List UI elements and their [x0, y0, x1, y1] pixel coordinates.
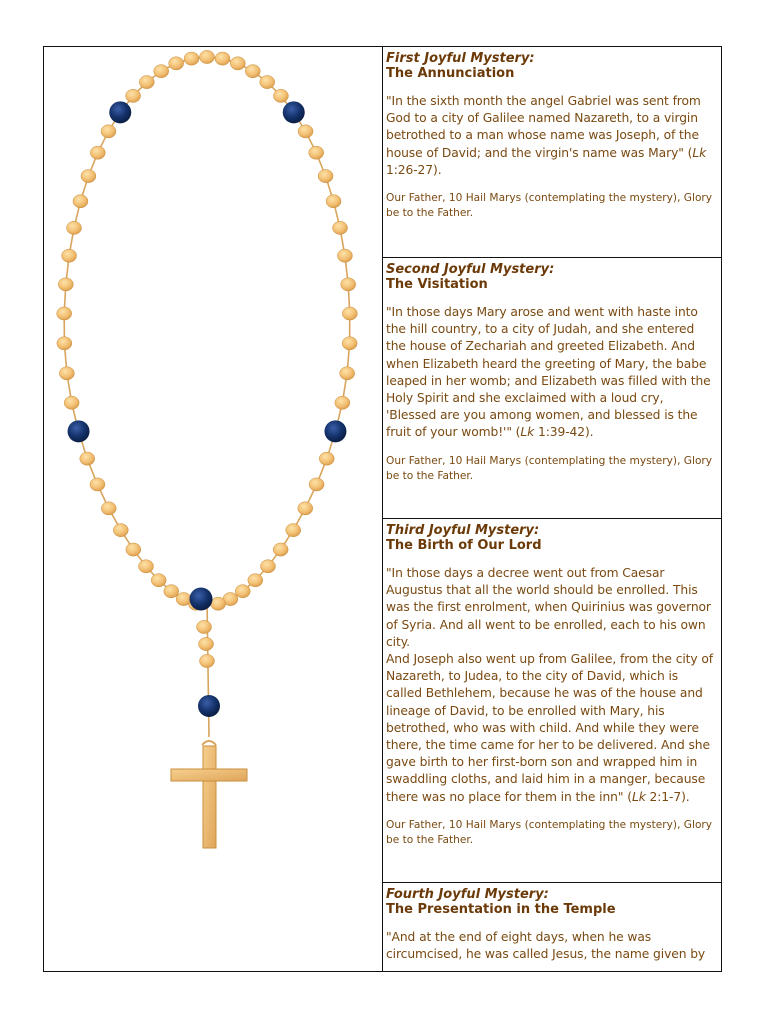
- mystery-title: The Birth of Our Lord: [386, 538, 542, 553]
- hail-mary-bead: [333, 221, 348, 234]
- our-father-bead: [109, 101, 131, 123]
- hail-mary-bead: [59, 367, 74, 380]
- scripture-text: [386, 93, 717, 179]
- prayer-instructions: Our Father, 10 Hail Marys (contemplating the mystery), Glory be to the Father.: [386, 818, 713, 846]
- crucifix: [171, 741, 247, 848]
- hail-mary-bead: [230, 57, 245, 70]
- hail-mary-bead: [309, 478, 324, 491]
- cross-vertical: [203, 746, 216, 848]
- hail-mary-bead: [245, 65, 260, 78]
- hail-mary-bead: [260, 560, 275, 573]
- hail-mary-bead: [211, 597, 226, 610]
- hail-mary-bead: [66, 221, 81, 234]
- our-father-bead: [324, 420, 346, 442]
- scripture-body: "And at the end of eight days, when he was circumcised, he was called Jesus, the name given by: [386, 930, 706, 962]
- our-father-bead: [68, 420, 90, 442]
- scripture-text: [386, 304, 717, 442]
- scripture-body: "In those days a decree went out from Caesar Augustus that all the world should be enrolled. This was the first enrolment, when Quirinius was governor of Syria. And all went to be enrolled, each to his own city. And Joseph also went up from Galilee, from the city of Nazareth, to Judea, to the city of David, which is called Bethlehem, because he was of the house and lineage of David, to be enrolled with Mary, his betrothed, who was with child. And while they were there, the time came for her to be delivered. And she gave birth to her first-born son and wrapped him in swaddling cloths, and laid him in a manger, because there was no place for them in the inn" (: [386, 566, 714, 804]
- hail-mary-bead: [164, 585, 179, 598]
- hail-mary-bead: [309, 146, 324, 159]
- hail-mary-bead: [319, 452, 334, 465]
- hail-mary-bead: [326, 195, 341, 208]
- hail-mary-bead: [139, 75, 154, 88]
- mystery-1: [383, 47, 721, 257]
- hail-mary-bead: [215, 52, 230, 65]
- scripture-body: "In the sixth month the angel Gabriel was sent from God to a city of Galilee named Nazareth, to a virgin betrothed to a man whose name was Joseph, of the house of David; and the virgin's name was Mary" (: [386, 94, 701, 160]
- rosary-cord-line: [64, 57, 350, 737]
- rosary-panel: [44, 47, 383, 971]
- scripture-text: [386, 565, 717, 806]
- hail-mary-bead: [57, 337, 72, 350]
- hail-mary-bead: [154, 65, 169, 78]
- scripture-body: "In those days Mary arose and went with haste into the hill country, to a city of Judah, and she entered the house of Zechariah and greeted Elizabeth. And when Elizabeth heard the greeting of Mary, the babe leaped in her womb; and Elizabeth was filled with the Holy Spirit and she exclaimed with a loud cry, 'Blessed are you among women, and blessed is the fruit of your womb!'" (: [386, 305, 711, 440]
- mystery-title: The Annunciation: [386, 66, 515, 81]
- hail-mary-bead: [248, 574, 263, 587]
- hail-mary-bead: [197, 620, 212, 633]
- page-frame: [43, 46, 722, 972]
- hail-mary-bead: [126, 89, 141, 102]
- mystery-heading: Third Joyful Mystery:: [386, 523, 540, 538]
- hail-mary-bead: [80, 452, 95, 465]
- hail-mary-bead: [318, 169, 333, 182]
- scripture-verse: 1:39-42).: [534, 425, 594, 440]
- scripture-text: [386, 929, 717, 963]
- hail-mary-bead: [58, 278, 73, 291]
- hail-mary-bead: [169, 57, 184, 70]
- hail-mary-bead: [81, 169, 96, 182]
- mystery-3: [383, 518, 721, 882]
- our-father-bead: [198, 695, 220, 717]
- mystery-heading: Fourth Joyful Mystery:: [386, 887, 549, 902]
- hail-mary-bead: [139, 560, 154, 573]
- hail-mary-bead: [340, 367, 355, 380]
- our-father-bead: [283, 101, 305, 123]
- scripture-verse: 1:26-27).: [386, 162, 442, 177]
- hail-mary-bead: [200, 654, 215, 667]
- hail-mary-bead: [176, 592, 191, 605]
- our-father-bead: [190, 588, 213, 611]
- hail-mary-bead: [64, 396, 79, 409]
- hail-mary-bead: [113, 524, 128, 537]
- mystery-heading: Second Joyful Mystery:: [386, 262, 555, 277]
- hail-mary-bead: [341, 278, 356, 291]
- hail-mary-bead: [90, 146, 105, 159]
- mysteries-column: [383, 47, 721, 971]
- mystery-title: The Visitation: [386, 277, 488, 292]
- rosary-cord: [64, 57, 350, 737]
- hail-mary-bead: [62, 249, 77, 262]
- scripture-book: Lk: [520, 425, 535, 440]
- hail-mary-bead: [342, 307, 357, 320]
- hail-mary-bead: [101, 125, 116, 138]
- mystery-title: The Presentation in the Temple: [386, 902, 616, 917]
- hail-mary-bead: [286, 524, 301, 537]
- hail-mary-bead: [126, 543, 141, 556]
- hail-mary-bead: [342, 337, 357, 350]
- hail-mary-bead: [235, 585, 250, 598]
- hail-mary-bead: [101, 502, 116, 515]
- scripture-book: Lk: [692, 145, 707, 160]
- hail-mary-bead: [273, 89, 288, 102]
- hail-mary-bead: [57, 307, 72, 320]
- hail-mary-bead: [184, 52, 199, 65]
- mystery-2: [383, 257, 721, 518]
- hail-mary-bead: [73, 195, 88, 208]
- hail-mary-bead: [199, 637, 214, 650]
- hail-mary-bead: [90, 478, 105, 491]
- rosary-icon: [44, 47, 383, 972]
- scripture-verse: 2:1-7).: [645, 789, 690, 804]
- hail-mary-bead: [298, 125, 313, 138]
- hail-mary-bead: [298, 502, 313, 515]
- prayer-instructions: Our Father, 10 Hail Marys (contemplating the mystery), Glory be to the Father.: [386, 192, 713, 220]
- scripture-book: Lk: [631, 789, 646, 804]
- cross-horizontal: [171, 769, 247, 781]
- hail-mary-bead: [200, 50, 215, 63]
- prayer-instructions: Our Father, 10 Hail Marys (contemplating the mystery), Glory be to the Father.: [386, 454, 713, 482]
- hail-mary-bead: [273, 543, 288, 556]
- mystery-heading: First Joyful Mystery:: [386, 51, 535, 66]
- hail-mary-bead: [337, 249, 352, 262]
- hail-mary-bead: [151, 574, 166, 587]
- hail-mary-bead: [335, 396, 350, 409]
- mystery-4: [383, 882, 721, 972]
- hail-mary-bead: [260, 75, 275, 88]
